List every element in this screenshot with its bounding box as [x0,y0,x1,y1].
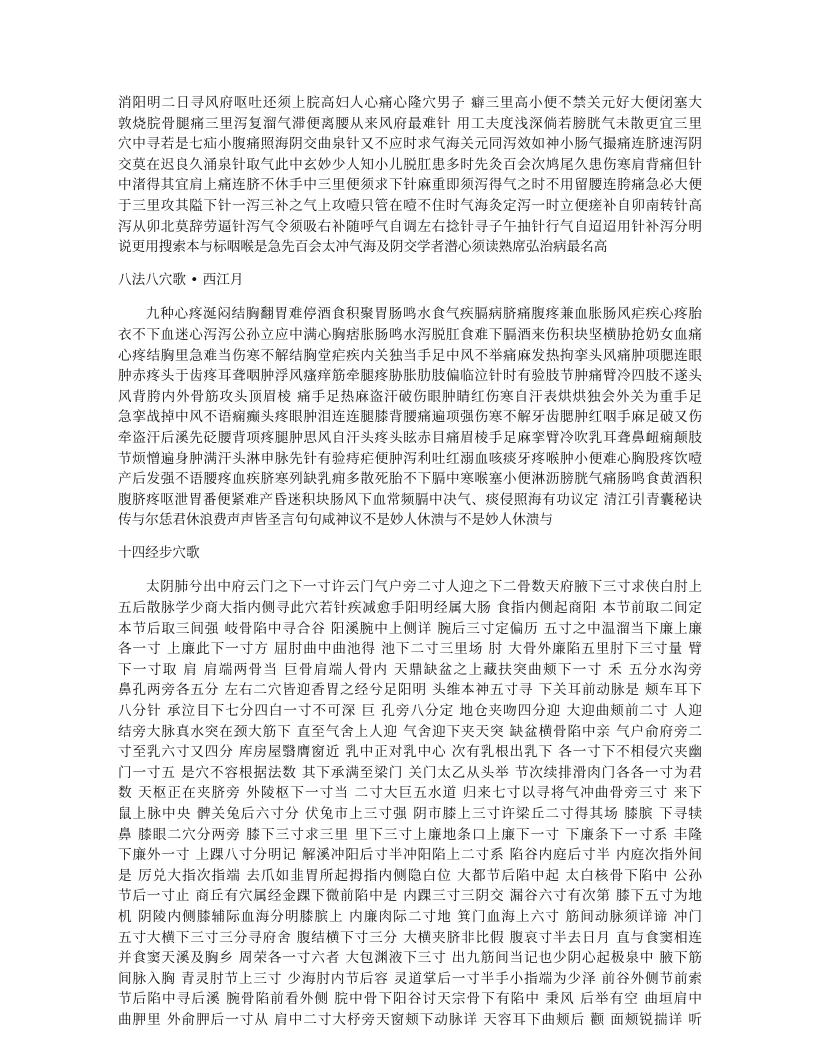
text-line: 数 天枢正在夹脐旁 外陵枢下一寸当 二寸大巨五水道 归来七寸以寻将气冲曲骨旁三寸 来下 [118,785,702,802]
document-page [118,93,702,1031]
text-line: 泻从卯北莫辞劳逼针泻气令须吸右补随呼气自调左右捻针寻子午抽针行气自迢迢用针补泻分明 [118,218,702,235]
text-line: 节后陷中寻后溪 腕骨陷前看外侧 脘中骨下阳谷讨天宗骨下有陷中 秉风 后举有空 曲垣肩中 [118,991,702,1008]
text-line: 急挛战掉中风不语痫癫头疼眼肿泪连连腿膝背腰痛遍项强伤寒不解牙齿腮肿红咽手麻足破又伤 [118,409,702,426]
text-line: 风背胯内外骨筋攻头顶眉棱 痛手足热麻盗汗破伤眼肿睛红伤寒自汗表烘烘独会外关为重手足 [118,388,702,405]
text-line: 衣不下血迷心泻泻公孙立应中满心胸痞胀肠鸣水泻脱肛食难下膈酒来伤积块坚横胁抢奶女血痛 [118,326,702,343]
text-line: 腹脐疼呕泄胃番便紧难产昏迷积块肠风下血常频膈中决气、痰侵照海有功议定 清江引青囊秘诀 [118,491,702,508]
text-line: 牵盗汗后溪先砭腰背项疼腿肿思风自汗头疼头眩赤目痛眉棱手足麻挛臂冷吹乳耳聋鼻衄痫颠肢 [118,429,702,446]
text-line: 产后发强不语腰疼血疾脐寒列缺乳痈多散死胎不下膈中寒喉塞小便淋沥膀胱气痛肠鸣食黄酒积 [118,471,702,488]
text-line: 五寸大横下三寸三分寻府舍 腹结横下寸三分 大横夹脐非比假 腹哀寸半去日月 直与食窦相连 [118,929,702,946]
text-line: 鼠上脉中央 髀关兔后六寸分 伏兔市上三寸强 阴市膝上三寸许梁丘二寸得其场 膝膑 下寻犊 [118,806,702,822]
text-line: 节烦憎遍身肿满汗头淋申脉先针有验痔疟便肿泻利吐红溺血咳痰牙疼喉肿小便难心胸股疼饮噎 [118,450,702,467]
text-line: 曲胛里 外俞胛后一寸从 肩中二寸大杼旁天窗颊下动脉详 天容耳下曲颊后 颧 面颊锐揣详 听 [118,1011,702,1028]
text-line: 节后一寸止 商丘有穴属经金踝下微前陷中是 内踝三寸三阴交 漏谷六寸有次第 膝下五寸为地 [118,888,702,905]
text-line: 五后散脉学少商大指内侧寻此穴若针疾减愈手阳明经属大肠 食指内侧起商阳 本节前取二间定 [118,600,702,617]
text-line: 结旁大脉真水突在颈大筋下 直至气舍上人迎 气舍迎下夹天突 缺盆横骨陷中亲 气户俞府旁二 [118,723,702,740]
text-line: 穴中寻若是七疝小腹痛照海阴交曲泉针又不应时求气海关元同泻效如神小肠气撮痛连脐速泻阴 [118,136,702,153]
text-line: 九种心疼涎闷结胸翻胃难停酒食积聚胃肠鸣水食气疾膈病脐痛腹疼兼血胀肠风疟疾心疼胎 [146,306,702,323]
section-heading: 八法八穴歌 • 西江月 [118,271,244,288]
text-line: 太阴肺兮出中府云门之下一寸许云门气户旁二寸人迎之下二骨数天府腋下三寸求侠白肘上 [146,579,702,596]
text-line: 八分针 承泣目下七分四白一寸不可深 巨 孔旁八分定 地仓夹吻四分迎 大迎曲颊前二寸 人迎 [118,703,702,720]
text-line: 寸至乳六寸又四分 库房屋翳膺窗近 乳中正对乳中心 次有乳根出乳下 各一寸下不相侵穴夹幽 [118,744,702,761]
text-line: 心疼结胸里急难当伤寒不解结胸堂疟疾内关独当手足中风不举痛麻发热拘挛头风痛肿项腮连眼 [118,347,702,364]
paragraph [118,304,702,531]
text-line: 传与尔恁君休浪费声声皆圣言句句咸神议不是妙人休溃与不是妙人休溃与 [118,512,553,529]
text-line: 本节后取三间强 岐骨陷中寻合谷 阳溪腕中上侧详 腕后三寸定偏历 五寸之中温溜当下廉上廉 [118,620,702,637]
text-line: 于三里攻其隘下针一泻三补之气上攻噎只管在噎不住时气海灸定泻一时立便瘥补自卯南转针高 [118,197,702,214]
text-line: 敦烧脘骨腿痛三里泻复溜气滞便离腰从来风府最难针 用工夫度浅深倘若膀胱气未散更宜三里 [118,115,702,132]
text-line: 鼻孔两旁各五分 左右二穴皆迎香胃之经兮足阳明 头维本神五寸寻 下关耳前动脉是 颊车耳下 [118,682,703,699]
paragraph [118,577,702,1030]
text-line: 交莫在迟良久涌泉针取气此中玄妙少人知小儿脱肛患多时先灸百会次鸠尾久患伤寒肩背痛但针 [118,156,702,173]
text-line: 消阳明二日寻风府呕吐还须上脘高妇人心痛心隆穴男子 癖三里高小便不禁关元好大便闭塞大 [118,95,702,111]
text-line: 是 厉兑大指次指端 去爪如韭胃所起拇指内侧隐白位 大都节后陷中起 太白核骨下陷中 公孙 [118,867,702,884]
text-line: 各一寸 上廉此下一寸方 屈肘曲中曲池得 池下二寸三里场 肘 大骨外廉陷五里肘下三寸量 臂 [118,641,702,658]
text-line: 鼻 膝眼二穴分两旁 膝下三寸求三里 里下三寸上廉地条口上廉下一寸 下廉条下一寸系 丰隆 [118,826,702,843]
text-line: 中渚得其宜肩上痛连脐不休手中三里便须求下针麻重即须泻得气之时不用留腰连胯痛急必大便 [118,177,702,194]
text-line: 机 阴陵内侧膝辅际血海分明膝膑上 内廉肉际二寸地 箕门血海上六寸 筋间动脉须详谛 冲门 [118,908,702,925]
text-line: 说更用搜索本与标咽喉是急先百会太冲气海及阴交学者潜心须读熟席弘治病最名高 [118,239,608,256]
text-line: 下一寸取 肩 肩端两骨当 巨骨肩端人骨内 天鼎缺盆之上藏扶突曲颊下一寸 禾 五分水沟旁 [118,661,702,678]
section-heading: 十四经步穴歌 [118,544,200,561]
paragraph [118,93,702,258]
text-line: 下廉外一寸 上踝八寸分明记 解溪冲阳后寸半冲阳陷上二寸系 陷谷内庭后寸半 内庭次指外间 [118,847,702,864]
text-line: 间脉入胸 青灵肘节上三寸 少海肘内节后容 灵道掌后一寸半手小指端为少泽 前谷外侧节前索 [118,970,702,987]
text-line: 肿赤疼头于齿疼耳聋咽肿浮风瘙痒筋牵腿疼胁胀肋肢偏临泣针时有验肢节肿痛臂冷四肢不遂头 [118,368,702,385]
text-line: 门一寸五 是穴不容根据法数 其下承满至梁门 关门太乙从头举 节次续排滑肉门各各一寸为君 [118,764,702,781]
text-line: 并食窦天溪及胸乡 周荣各一寸六者 大包渊液下三寸 出九筋间当记也少阴心起极泉中 腋下筋 [118,950,702,967]
